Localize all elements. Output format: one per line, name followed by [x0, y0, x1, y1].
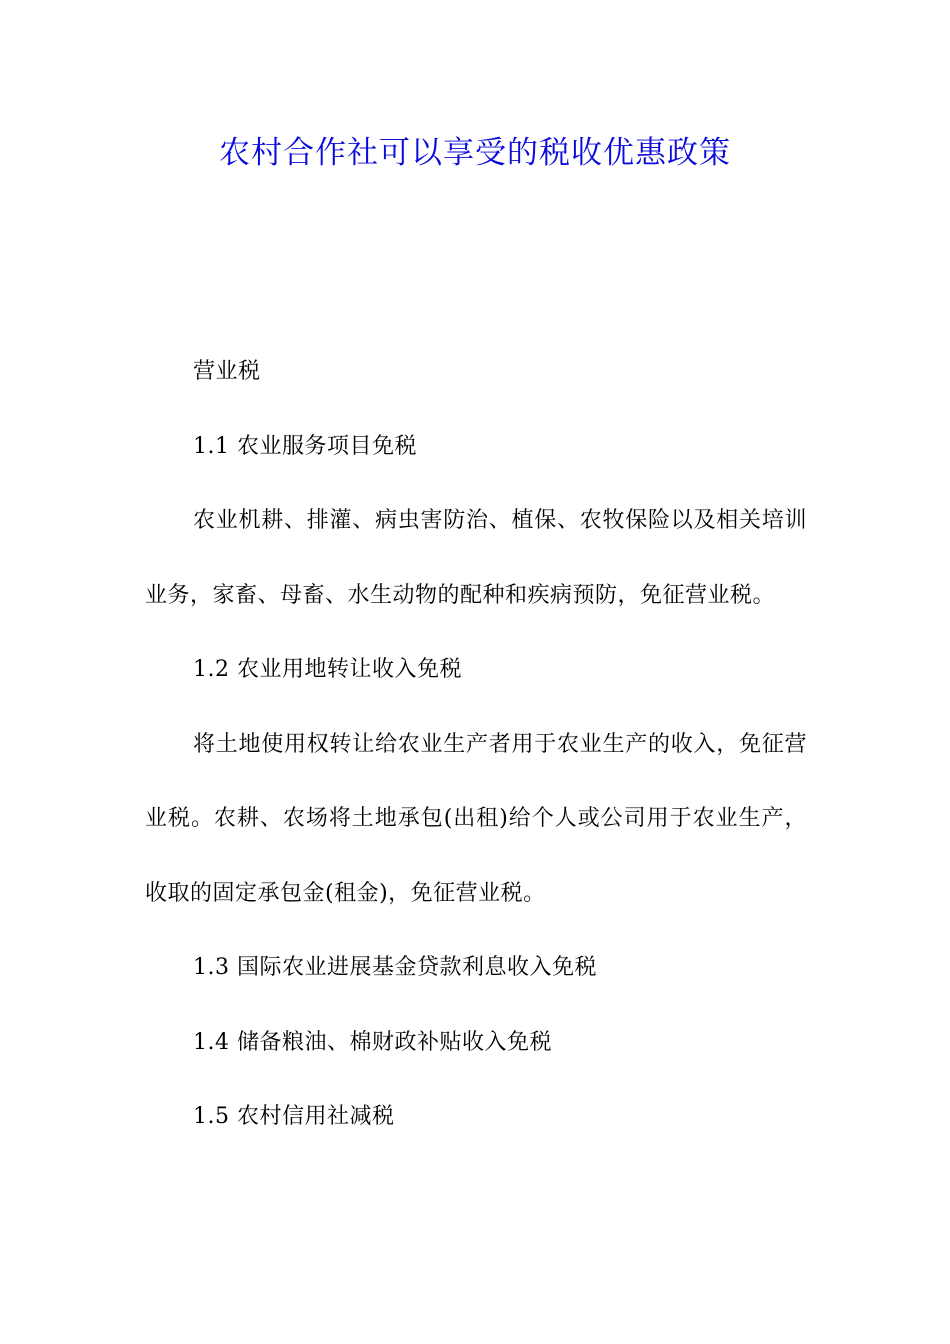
- section-heading-business-tax: 营业税: [193, 359, 261, 384]
- document-body: [145, 335, 807, 1155]
- subsection-heading-1-4: 1.4 储备粮油、棉财政补贴收入免税: [193, 1029, 552, 1055]
- paragraph-1-2-body: 将土地使用权转让给农业生产者用于农业生产的收入，免征营业税。农耕、农场将土地承包(出租)给个人或公司用于农业生产，收取的固定承包金(租金)，免征营业税。: [145, 731, 807, 906]
- paragraph-1-1-body: 农业机耕、排灌、病虫害防治、植保、农牧保险以及相关培训业务，家畜、母畜、水生动物的配种和疾病预防，免征营业税。: [145, 508, 807, 608]
- subsection-heading-1-5: 1.5 农村信用社减税: [193, 1104, 395, 1129]
- subsection-heading-1-1: 1.1 农业服务项目免税: [193, 433, 417, 459]
- subsection-heading-1-3: 1.3 国际农业进展基金贷款利息收入免税: [193, 955, 597, 980]
- subsection-heading-1-2: 1.2 农业用地转让收入免税: [193, 657, 462, 682]
- document-title: 农村合作社可以享受的税收优惠政策: [219, 135, 731, 171]
